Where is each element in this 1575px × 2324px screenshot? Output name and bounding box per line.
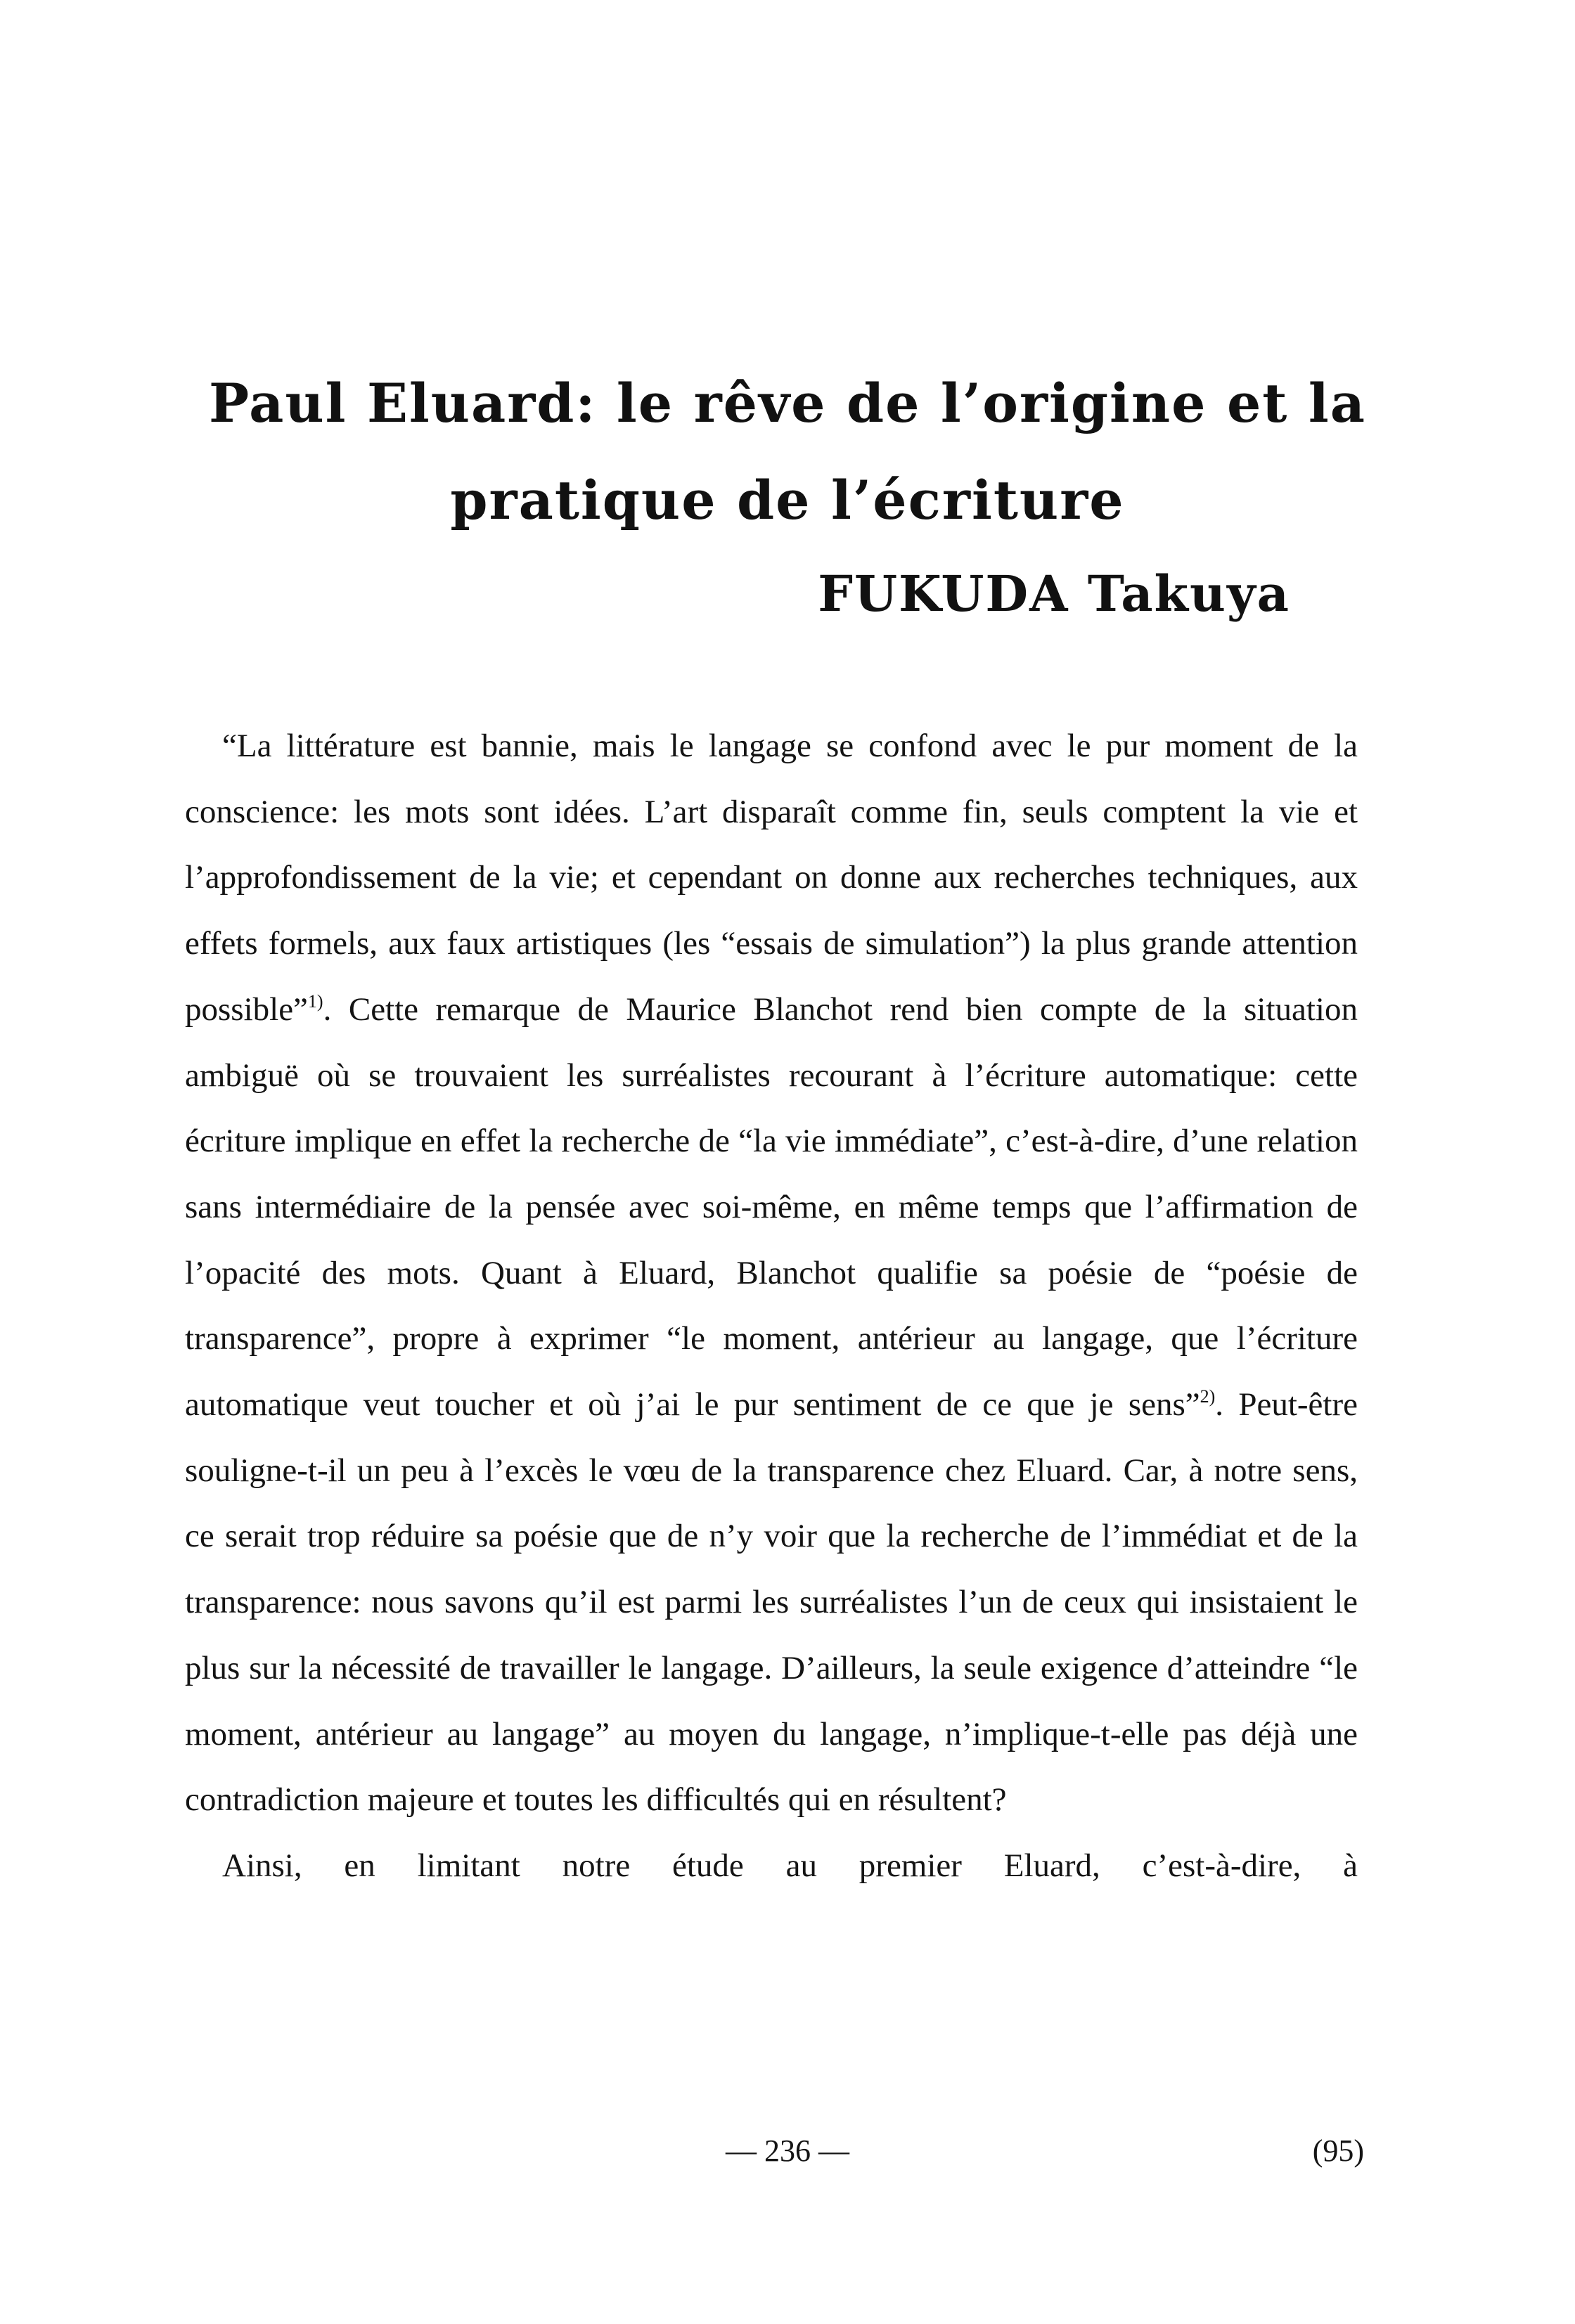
page-number: — 236 — <box>726 2133 849 2168</box>
title-line-1: Paul Eluard: le rêve de l’origine et la <box>209 372 1366 434</box>
paragraph-2: Ainsi, en limitant notre étude au premier Eluard, c’est-à-dire, à <box>222 1847 1358 1884</box>
body-text <box>185 714 1358 1899</box>
paragraph-1-segment-3: . Peut-être souligne-t-il un peu à l’excès le vœu de la transparence chez Eluard. Car, à notre sens, ce serait trop réduire sa poésie que de n’y voir que la recherche de l’immédiat et de la transparence: nous savons qu’il est parmi les surréalistes l’un de ceux qui insistaient le plus sur la nécessité de travailler le langage. D’ailleurs, la seule exigence d’atteindre “le moment, antérieur au langage” au moyen du langage, n’implique-t-elle pas déjà une contradiction majeure et toutes les difficultés qui en résultent? <box>185 1386 1358 1819</box>
paragraph-1-segment-2: . Cette remarque de Maurice Blanchot rend bien compte de la situation ambiguë où se trouvaient les surréalistes recourant à l’écriture automatique: cette écriture implique en effet la recherche de “la vie immédiate”, c’est-à-dire, d’une relation sans intermédiaire de la pensée avec soi-même, en même temps que l’affirmation de l’opacité des mots. Quant à Eluard, Blanchot qualifie sa poésie de “poésie de transparence”, propre à exprimer “le moment, antérieur au langage, que l’écriture automatique veut toucher et où j’ai le pur sentiment de ce que je sens” <box>185 990 1358 1424</box>
alt-page-number: (95) <box>1312 2133 1364 2168</box>
paragraph-1 <box>185 714 1358 1833</box>
footnote-ref-2: 2) <box>1200 1386 1216 1407</box>
author-name: FUKUDA Takuya <box>818 564 1290 623</box>
paragraph-1-segment-1: “La littérature est bannie, mais le langage se confond avec le pur moment de la conscience: les mots sont idées. L’art disparaît comme fin, seuls comptent la vie et l’approfondissement de la vie; et cependant on donne aux recherches techniques, aux effets formels, aux faux artistiques (les “essais de simulation”) la plus grande attention possible” <box>185 728 1358 1028</box>
footnote-ref-1: 1) <box>307 990 323 1012</box>
title-line-2: pratique de l’écriture <box>450 469 1125 531</box>
article-title <box>141 355 1434 549</box>
